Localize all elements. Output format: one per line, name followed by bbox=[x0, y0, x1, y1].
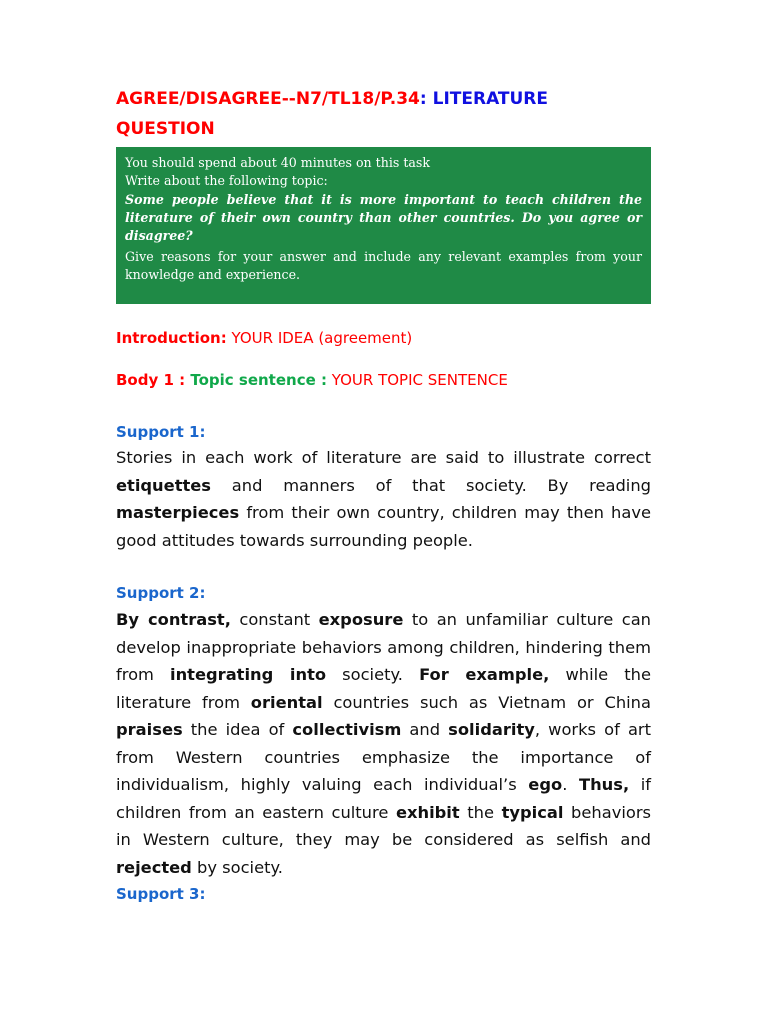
task-box bbox=[116, 147, 651, 304]
paragraph-text: constant bbox=[230, 610, 319, 629]
bold-keyword: By contrast, bbox=[116, 610, 231, 629]
paragraph-text: , works of art from Western countries emphasize the importance of individualism, highly valuing each individual’s bbox=[116, 720, 651, 794]
paragraph-text: to an unfamiliar culture can develop inappropriate behaviors among children, hindering them from bbox=[116, 610, 651, 684]
title-red-part: AGREE/DISAGREE--N7/TL18/P.34 bbox=[116, 89, 420, 109]
paragraph-text: society. bbox=[326, 665, 420, 684]
body1-label: Body 1 : bbox=[116, 371, 186, 389]
bold-keyword: oriental bbox=[250, 692, 323, 712]
paragraph-text: from their own country, children may then have good attitudes towards surrounding people. bbox=[116, 503, 651, 550]
bold-keyword: collectivism bbox=[292, 720, 402, 739]
paragraph-text: behaviors in Western culture, they may be considered as selfish and bbox=[116, 802, 651, 849]
title-blue-part: LITERATURE bbox=[426, 89, 549, 109]
paragraph-text: . bbox=[562, 775, 579, 794]
paragraph-text: the bbox=[459, 802, 502, 822]
bold-keyword: exposure bbox=[318, 610, 404, 629]
introduction-label: Introduction: bbox=[116, 329, 227, 347]
support2-label: Support 2: bbox=[116, 584, 206, 602]
task-instructions: Give reasons for your answer and include any relevant examples from your knowledge and experience. bbox=[125, 248, 642, 282]
support3-label: Support 3: bbox=[116, 885, 206, 903]
paragraph-text: by society. bbox=[191, 857, 283, 877]
support1-paragraph bbox=[116, 444, 651, 554]
task-line-topic: Write about the following topic: bbox=[125, 172, 328, 188]
paragraph-text: and bbox=[401, 720, 449, 739]
paragraph-text: Stories in each work of literature are said to illustrate correct bbox=[116, 448, 651, 467]
title-colon: : bbox=[419, 89, 427, 109]
title-second-line: QUESTION bbox=[116, 119, 215, 139]
task-question: Some people believe that it is more important to teach children the literature of their own country than other countries. Do you agree or disagree? bbox=[125, 192, 642, 243]
paragraph-text: and manners of that society. By reading bbox=[211, 475, 651, 495]
bold-keyword: rejected bbox=[116, 857, 192, 877]
paragraph-text: the idea of bbox=[182, 720, 293, 739]
bold-keyword: solidarity bbox=[448, 720, 535, 739]
topic-sentence-label: Topic sentence : bbox=[185, 371, 327, 389]
introduction-text: YOUR IDEA (agreement) bbox=[226, 329, 413, 347]
page-title bbox=[116, 84, 651, 144]
bold-keyword: etiquettes bbox=[116, 475, 211, 495]
task-line-time: You should spend about 40 minutes on this task bbox=[125, 155, 430, 170]
bold-keyword: exhibit bbox=[395, 802, 460, 822]
support2-paragraph bbox=[116, 606, 651, 881]
bold-keyword: typical bbox=[501, 802, 564, 822]
bold-keyword: Thus, bbox=[578, 775, 630, 794]
introduction-line bbox=[116, 329, 412, 347]
paragraph-text: while the literature from bbox=[116, 665, 651, 712]
bold-keyword: For example, bbox=[419, 665, 550, 684]
bold-keyword: masterpieces bbox=[116, 503, 240, 522]
bold-keyword: integrating into bbox=[170, 665, 327, 684]
paragraph-text: if children from an eastern culture bbox=[116, 775, 651, 822]
support1-label: Support 1: bbox=[116, 423, 206, 441]
bold-keyword: ego bbox=[528, 775, 563, 794]
body1-line bbox=[116, 371, 508, 389]
paragraph-text: countries such as Vietnam or China bbox=[322, 692, 651, 712]
topic-sentence-text: YOUR TOPIC SENTENCE bbox=[327, 371, 508, 389]
bold-keyword: praises bbox=[116, 720, 183, 739]
